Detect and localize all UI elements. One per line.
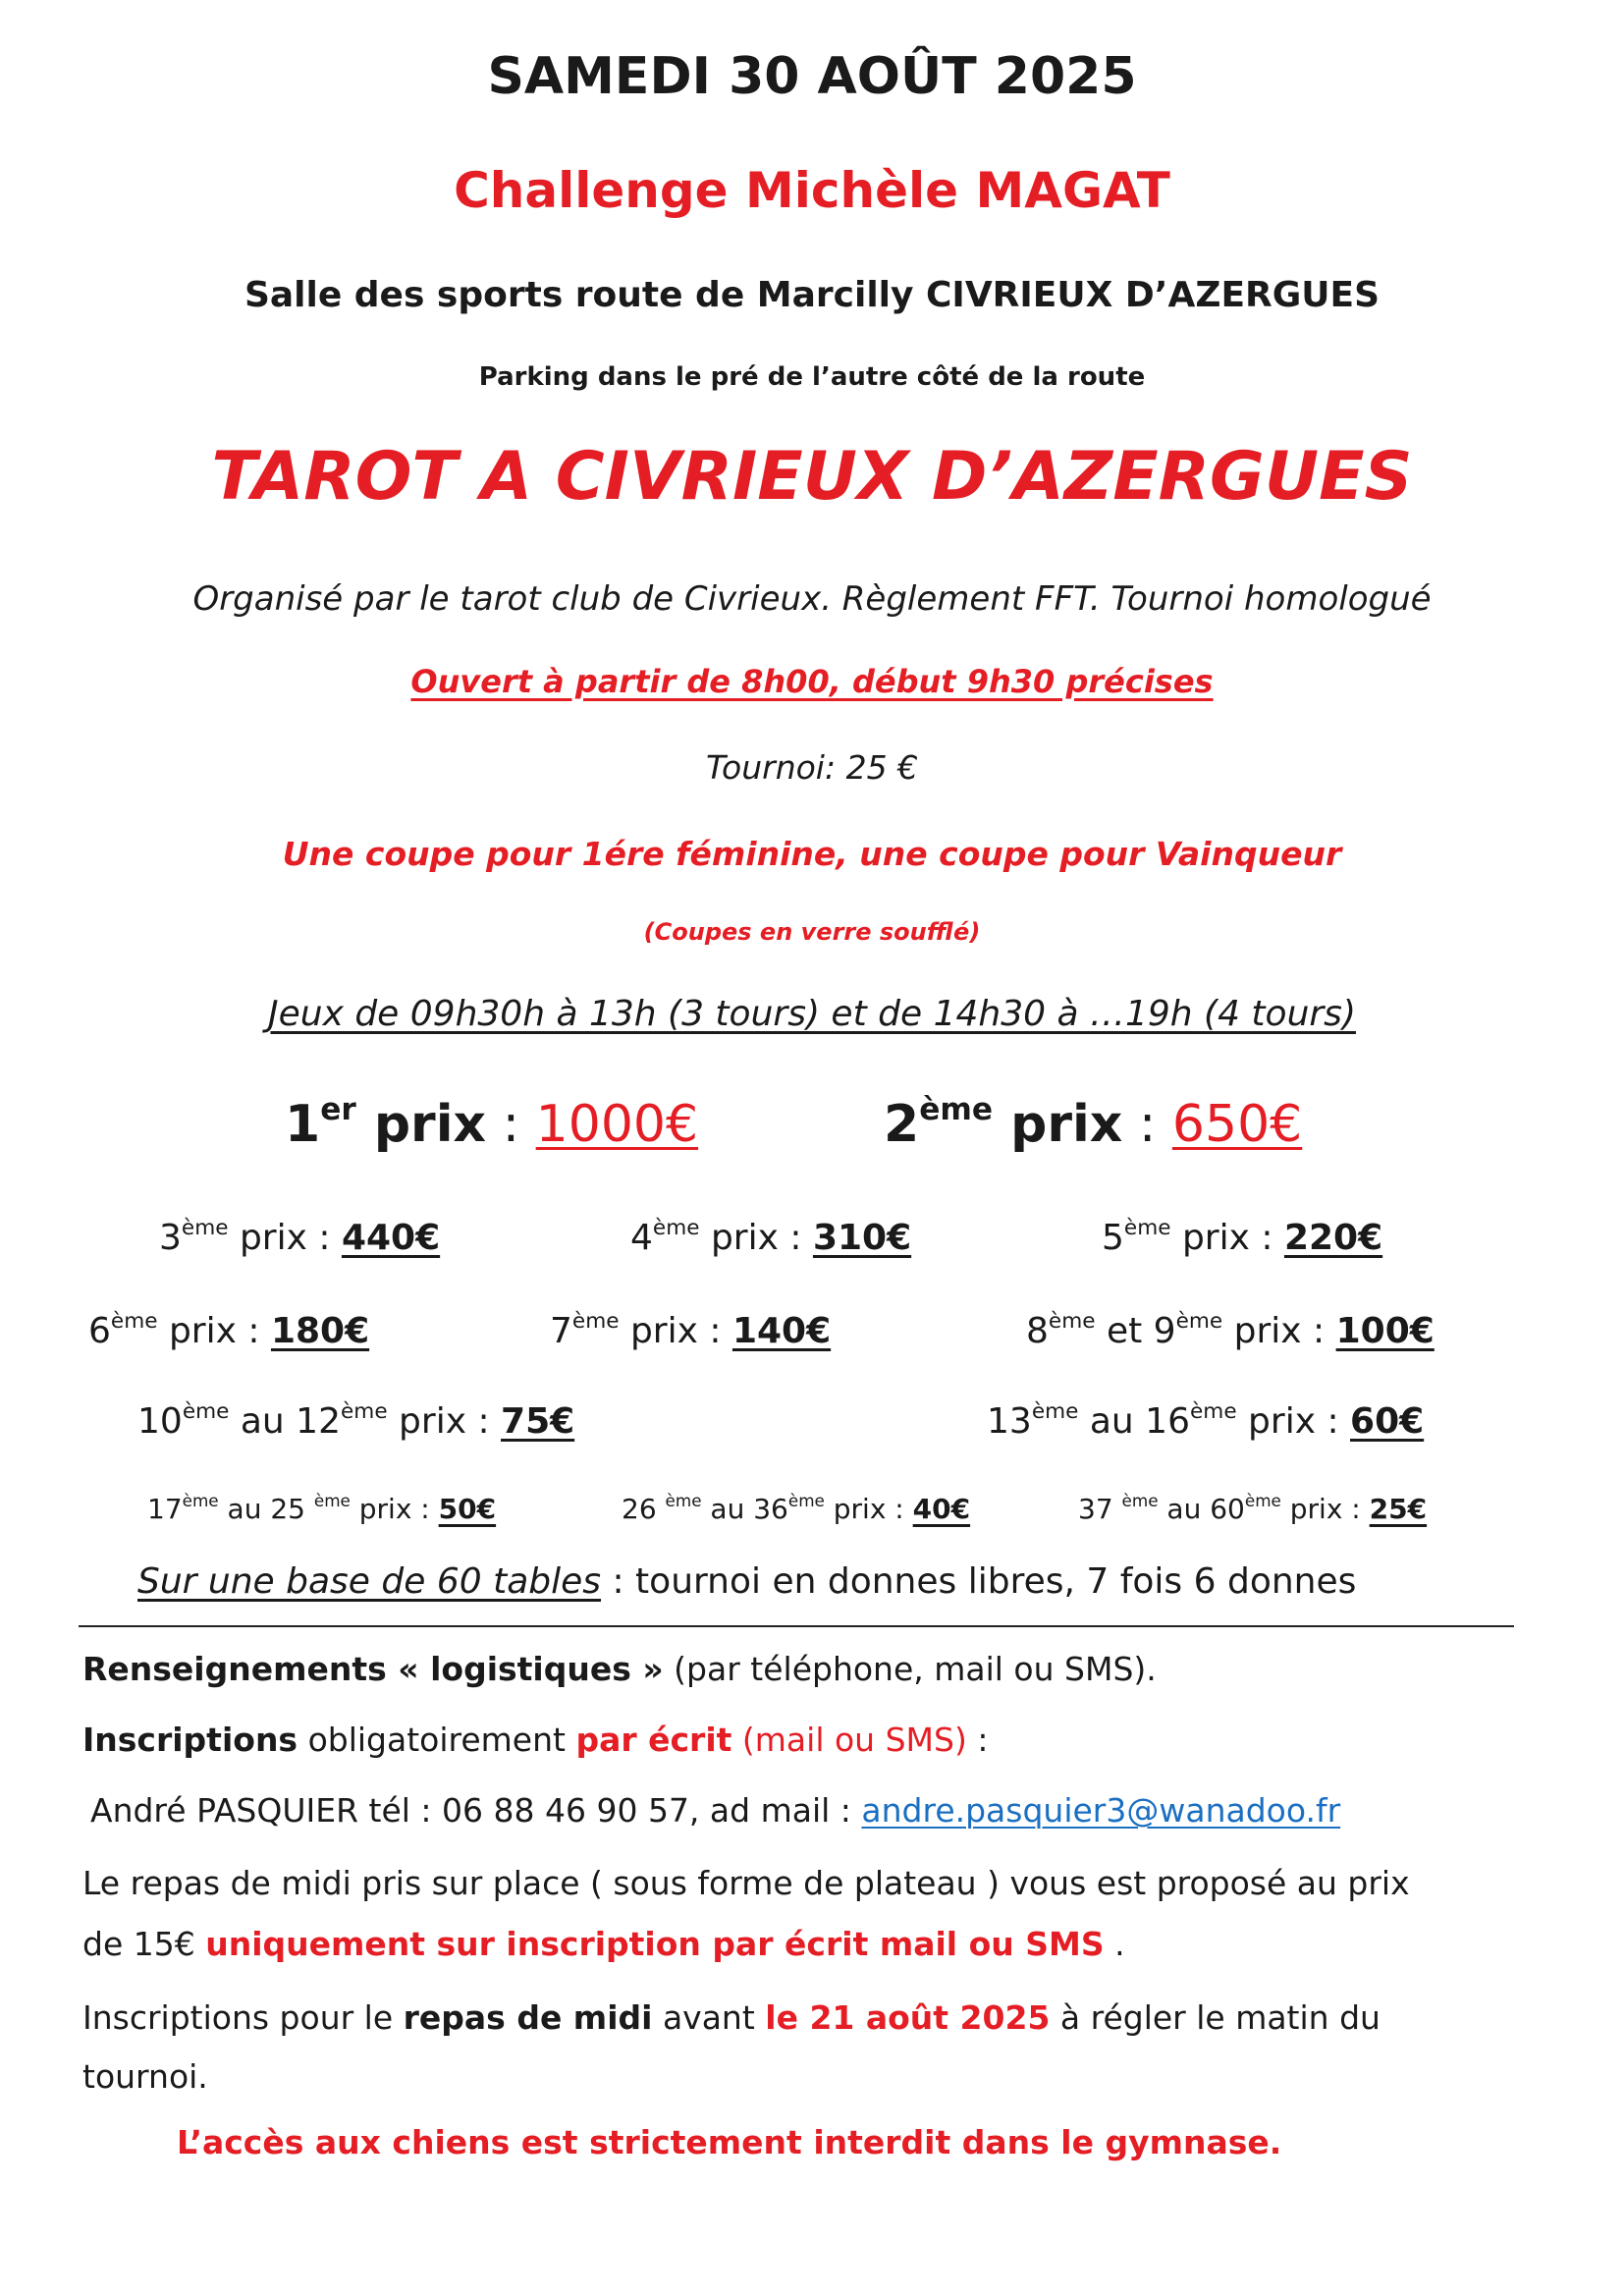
- inscriptions-red-bold: par écrit: [575, 1721, 732, 1759]
- prize-13-16-rank-a: 13: [987, 1401, 1032, 1442]
- contact-line: [90, 1781, 1340, 1840]
- inscriptions-end: :: [966, 1721, 989, 1759]
- cups-line: Une coupe pour 1ére féminine, une coupe pour Vainqueur: [282, 835, 1342, 873]
- prize-10-12-sup-a: ème: [182, 1398, 230, 1424]
- prize-7: [550, 1308, 832, 1351]
- prize-6-sup: ème: [110, 1308, 158, 1334]
- insc-repas-a: Inscriptions pour le: [82, 1998, 404, 2037]
- prize-4-rank: 4: [630, 1218, 653, 1258]
- prize-10-12-amount: 75€: [501, 1401, 575, 1442]
- renseignements-line: [82, 1640, 1157, 1699]
- renseignements-rest: (par téléphone, mail ou SMS).: [663, 1650, 1157, 1688]
- prize-1-sep: :: [486, 1095, 536, 1154]
- insc-repas-b: avant: [652, 1998, 766, 2037]
- prize-1-label: prix: [355, 1095, 487, 1154]
- prize-1-amount: 1000€: [535, 1095, 699, 1154]
- prize-7-label: prix :: [619, 1311, 732, 1351]
- prize-6-amount: 180€: [270, 1311, 370, 1351]
- prize-8-9-sup-a: ème: [1048, 1308, 1096, 1334]
- prize-3-label: prix :: [228, 1218, 342, 1258]
- prize-17-25-label: prix :: [350, 1493, 439, 1525]
- prize-7-rank: 7: [550, 1311, 572, 1351]
- base-underlined: Sur une base de 60 tables: [137, 1561, 602, 1602]
- prize-8-9-mid: et 9: [1095, 1311, 1176, 1351]
- repas-line-2-red: uniquement sur inscription par écrit mail ou SMS: [205, 1925, 1105, 1963]
- prize-3-sup: ème: [181, 1215, 229, 1240]
- prize-13-16-sup-a: ème: [1031, 1398, 1079, 1424]
- prize-1-sup: er: [320, 1092, 356, 1128]
- prize-6-rank: 6: [88, 1311, 111, 1351]
- prize-10-12-label: prix :: [387, 1401, 502, 1442]
- base-line: [137, 1561, 1356, 1602]
- main-title: TAROT A CIVRIEUX D’AZERGUES: [211, 438, 1413, 516]
- organiser-line: Organisé par le tarot club de Civrieux. Règlement FFT. Tournoi homologué: [192, 579, 1432, 619]
- prize-5-rank: 5: [1102, 1218, 1124, 1258]
- inscription-repas-line-1: [82, 1989, 1380, 2048]
- prize-10-12-rank-a: 10: [137, 1401, 183, 1442]
- prize-2-sup: ème: [919, 1092, 993, 1128]
- prize-13-16-amount: 60€: [1350, 1401, 1425, 1442]
- inscriptions-red: (mail ou SMS): [731, 1721, 967, 1759]
- repas-line-2-end: .: [1104, 1925, 1125, 1963]
- dogs-warning: L’accès aux chiens est strictement interdit dans le gymnase.: [177, 2123, 1282, 2161]
- repas-line-2: [82, 1915, 1125, 1974]
- prize-17-25-rank-a: 17: [147, 1493, 183, 1525]
- prize-37-60-sup-a: ème: [1121, 1491, 1159, 1511]
- insc-repas-bold: repas de midi: [403, 1998, 653, 2037]
- prize-8-9-label: prix :: [1222, 1311, 1336, 1351]
- prize-5: [1102, 1215, 1383, 1258]
- prize-26-36-amount: 40€: [912, 1493, 971, 1525]
- schedule-text: Jeux de 09h30h à 13h (3 tours) et de 14h30 à …19h (4 tours): [268, 994, 1356, 1034]
- prize-37-60-label: prix :: [1280, 1493, 1370, 1525]
- repas-line-1: Le repas de midi pris sur place ( sous forme de plateau ) vous est proposé au prix: [82, 1864, 1410, 1902]
- schedule-line: [0, 994, 1624, 1034]
- prize-2-rank: 2: [884, 1095, 920, 1154]
- prize-4-sup: ème: [652, 1215, 700, 1240]
- inscriptions-mid: obligatoirement: [298, 1721, 576, 1759]
- parking-note: Parking dans le pré de l’autre côté de la route: [478, 362, 1146, 392]
- prize-10-12-sup-b: ème: [341, 1398, 388, 1424]
- contact-text: André PASQUIER tél : 06 88 46 90 57, ad mail :: [90, 1791, 862, 1830]
- prize-13-16-sup-b: ème: [1190, 1398, 1237, 1424]
- prize-2-label: prix: [993, 1095, 1123, 1154]
- prize-6: [88, 1308, 370, 1351]
- prize-13-16: [987, 1398, 1425, 1442]
- divider: [79, 1625, 1514, 1627]
- prize-4: [630, 1215, 912, 1258]
- prize-13-16-mid: au 16: [1078, 1401, 1190, 1442]
- prize-3-amount: 440€: [341, 1218, 441, 1258]
- prize-26-36-rank-a: 26: [622, 1493, 666, 1525]
- prize-17-25-amount: 50€: [438, 1493, 497, 1525]
- repas-line-2-start: de 15€: [82, 1925, 206, 1963]
- renseignements-bold: Renseignements « logistiques »: [82, 1650, 664, 1688]
- prize-37-60-sup-b: ème: [1244, 1491, 1281, 1511]
- insc-repas-red: le 21 août 2025: [765, 1998, 1051, 2037]
- prize-3-rank: 3: [159, 1218, 182, 1258]
- prize-37-60: [1078, 1493, 1427, 1525]
- prize-4-label: prix :: [699, 1218, 813, 1258]
- inscription-repas-line-2: tournoi.: [82, 2057, 208, 2096]
- opening-hours: [0, 663, 1624, 700]
- inscriptions-bold: Inscriptions: [82, 1721, 298, 1759]
- prize-10-12: [137, 1398, 575, 1442]
- prize-17-25-sup-a: ème: [182, 1491, 219, 1511]
- prize-4-amount: 310€: [812, 1218, 912, 1258]
- prize-17-25-sup-b: ème: [313, 1491, 351, 1511]
- prize-2-sep: :: [1122, 1095, 1172, 1154]
- prize-17-25-mid: au 25: [218, 1493, 314, 1525]
- prize-37-60-mid: au 60: [1158, 1493, 1245, 1525]
- entry-fee: Tournoi: 25 €: [705, 748, 919, 787]
- contact-email-link[interactable]: andre.pasquier3@wanadoo.fr: [861, 1791, 1341, 1830]
- prize-26-36-sup-a: ème: [665, 1491, 702, 1511]
- opening-hours-text: Ouvert à partir de 8h00, début 9h30 précises: [410, 663, 1214, 700]
- venue-address: Salle des sports route de Marcilly CIVRIEUX D’AZERGUES: [244, 275, 1380, 315]
- prize-7-amount: 140€: [731, 1311, 832, 1351]
- prize-3: [159, 1215, 441, 1258]
- prize-7-sup: ème: [571, 1308, 620, 1334]
- prize-8-9-amount: 100€: [1335, 1311, 1435, 1351]
- prize-10-12-mid: au 12: [229, 1401, 341, 1442]
- event-date: SAMEDI 30 AOÛT 2025: [487, 47, 1137, 106]
- cups-note: (Coupes en verre soufflé): [643, 918, 981, 946]
- prize-8-9: [1026, 1308, 1435, 1351]
- prize-1-rank: 1: [285, 1095, 321, 1154]
- base-rest: : tournoi en donnes libres, 7 fois 6 donnes: [601, 1561, 1357, 1602]
- prize-17-25: [147, 1493, 496, 1525]
- prize-5-sup: ème: [1123, 1215, 1171, 1240]
- inscriptions-line: [82, 1711, 988, 1770]
- prize-2: [884, 1092, 1303, 1154]
- insc-repas-c: à régler le matin du: [1050, 1998, 1380, 2037]
- prize-26-36: [622, 1493, 970, 1525]
- prize-5-amount: 220€: [1283, 1218, 1383, 1258]
- prize-37-60-rank-a: 37: [1078, 1493, 1122, 1525]
- prize-13-16-label: prix :: [1236, 1401, 1351, 1442]
- prize-2-amount: 650€: [1171, 1095, 1303, 1154]
- prize-8-9-rank-a: 8: [1026, 1311, 1049, 1351]
- prize-5-label: prix :: [1170, 1218, 1284, 1258]
- prize-26-36-mid: au 36: [701, 1493, 788, 1525]
- prize-26-36-label: prix :: [824, 1493, 913, 1525]
- prize-1: [285, 1092, 699, 1154]
- prize-37-60-amount: 25€: [1369, 1493, 1428, 1525]
- challenge-title: Challenge Michèle MAGAT: [454, 162, 1170, 219]
- prize-26-36-sup-b: ème: [787, 1491, 825, 1511]
- prize-6-label: prix :: [157, 1311, 271, 1351]
- prize-8-9-sup-b: ème: [1175, 1308, 1223, 1334]
